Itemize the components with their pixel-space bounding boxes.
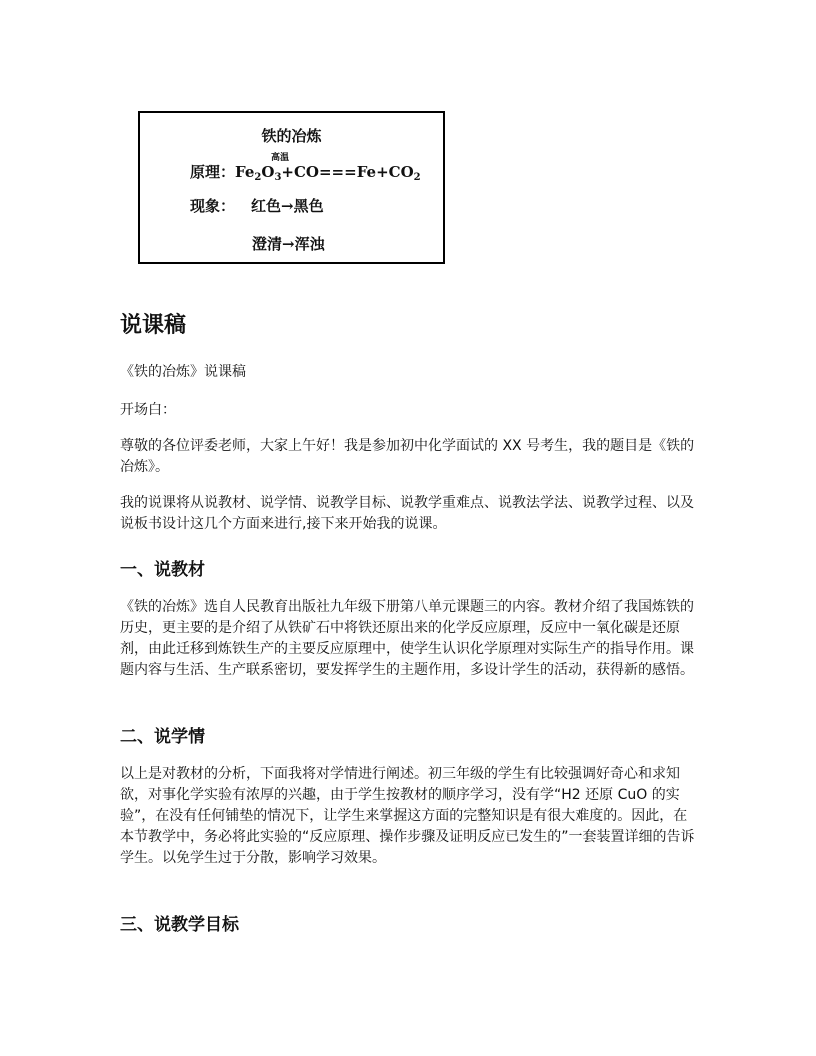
document-subtitle: 《铁的冶炼》说课稿 [120,364,246,380]
eq-iron: Fe [235,163,255,181]
eq-subscript-2b: 2 [413,172,421,183]
reaction-equation [235,153,421,183]
board-principle-row [190,153,421,183]
eq-arrow: === [318,163,357,181]
phenomenon-label: 现象： [190,197,236,215]
greeting-paragraph: 尊敬的各位评委老师，大家上午好！我是参加初中化学面试的 XX 号考生，我的题目是《铁的冶炼》。 [120,438,695,475]
eq-condition: 高温 [271,153,290,163]
opening-label: 开场白： [120,402,176,418]
board-title: 铁的冶炼 [261,127,322,145]
eq-oxygen: O [261,163,275,181]
section-goals-title: 三、说教学目标 [120,915,239,935]
section-students-text: 以上是对教材的分析，下面我将对学情进行阐述。初三年级的学生有比较强调好奇心和求知欲，对事化学实验有浓厚的兴趣，由于学生按教材的顺序学习，没有学“H2 还原 CuO 的实验”，在没有任何铺垫的情况下，让学生来掌握这方面的完整知识是有很大难度的。因此，在本节教学中，务必将此实验的“反应原理、操作步骤及证明反应已发生的”一套装置详细的告诉学生。以免学生过于分散，影响学习效果。 [120,766,695,866]
eq-products: Fe+CO [356,163,414,181]
section-textbook-text: 《铁的冶炼》选自人民教育出版社九年级下册第八单元课题三的内容。教材介绍了我国炼铁的历史，更主要的是介绍了从铁矿石中将铁还原出来的化学反应原理，反应中一氧化碳是还原剂，由此迁移到炼铁生产的主要反应原理中，使学生认识化学原理对实际生产的指导作用。课题内容与生活、生产联系密切，要发挥学生的主题作用，多设计学生的活动，获得新的感悟。 [120,599,694,678]
section-textbook-title: 一、说教材 [120,560,205,580]
page-heading: 说课稿 [120,313,187,338]
blackboard-design-box [138,111,445,264]
eq-subscript-2: 2 [254,172,262,183]
eq-carbon-monoxide: +CO [281,163,319,181]
outline-paragraph: 我的说课将从说教材、说学情、说教学目标、说教学重难点、说教法学法、说教学过程、以及说板书设计这几个方面来进行,接下来开始我的说课。 [120,495,694,532]
section-students-title: 二、说学情 [120,727,205,747]
principle-label: 原理： [190,163,236,181]
eq-subscript-3: 3 [274,172,282,183]
phenomenon-color-change: 红色→黑色 [251,197,324,215]
phenomenon-turbid: 澄清→浑浊 [252,235,325,253]
board-phenomenon-row [190,195,324,216]
